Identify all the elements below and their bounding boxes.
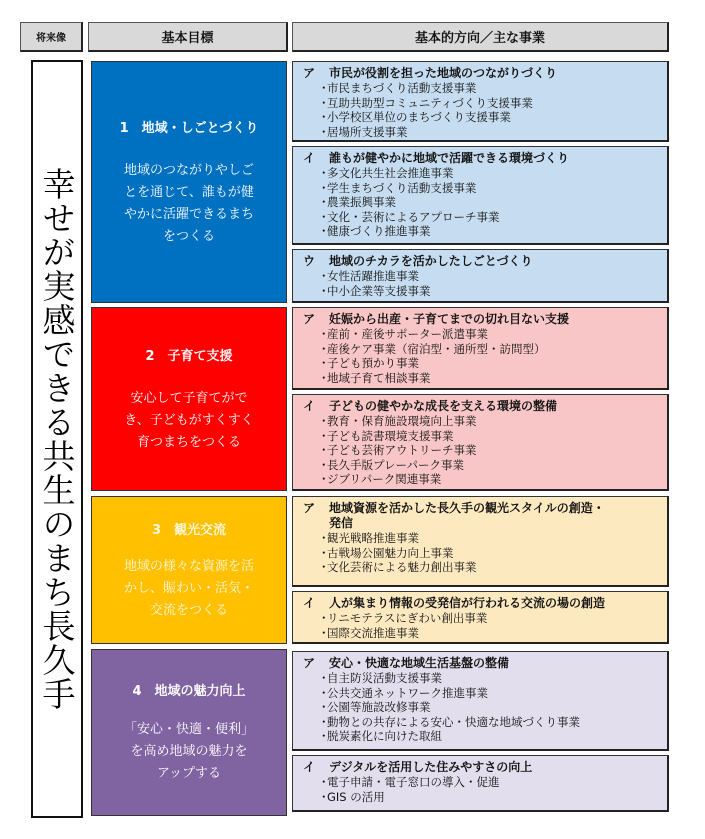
direction-3b <box>292 591 669 644</box>
direction-title: 妊娠から出産・子育てまでの切れ目ない支援 <box>329 312 570 326</box>
list-item: ・産前・産後サポーター派遣事業 <box>318 327 488 341</box>
vision-text: 幸せが実感できる共生のまち長久手 <box>37 167 77 711</box>
goal-title: 2 子育て支援 <box>145 348 233 364</box>
list-item: ・ジブリパーク関連事業 <box>318 472 442 486</box>
header-directions: 基本的方向／主な事業 <box>292 22 669 52</box>
list-item: ・文化・芸術によるアプローチ事業 <box>318 209 500 224</box>
list-item: ・子ども読書環境支援事業 <box>318 428 454 443</box>
direction-title: 誰もが健やかに地域で活躍できる環境づくり <box>329 151 570 165</box>
goal-desc: 地域のつながりやしご とを通じて、誰もが健 やかに活躍できるまち をつくる <box>123 162 254 244</box>
direction-2a <box>292 307 669 390</box>
list-item: ・公園等施設改修事業 <box>318 700 431 714</box>
direction-letter: ア <box>303 656 316 670</box>
goal-1 <box>91 61 287 303</box>
direction-title: 地域のチカラを活かしたしごとづくり <box>329 254 533 268</box>
direction-title: 地域資源を活かした長久手の観光スタイルの創造・ 発信 <box>329 501 605 530</box>
direction-title: 安心・快適な地域生活基盤の整備 <box>329 656 510 670</box>
direction-letter: イ <box>303 151 316 165</box>
direction-letter: イ <box>303 596 316 610</box>
direction-letter: ウ <box>303 254 316 268</box>
direction-letter: イ <box>303 399 316 413</box>
list-item: ・公共交通ネットワーク推進事業 <box>318 685 488 700</box>
direction-2b <box>292 394 669 491</box>
goal-title: 1 地域・しごとづくり <box>119 120 259 136</box>
goal-desc: 「安心・快適・便利」 を高め地域の魅力を アップする <box>123 722 254 781</box>
direction-letter: ア <box>303 501 316 515</box>
direction-title: 子どもの健やかな成長を支える環境の整備 <box>329 399 558 413</box>
list-item: ・互助共助型コミュニティづくり支援事業 <box>318 95 533 110</box>
list-item: ・産後ケア事業（宿泊型・通所型・訪問型） <box>318 341 546 356</box>
direction-4a <box>292 651 669 751</box>
goal-title: 3 観光交流 <box>151 522 227 538</box>
goal-4 <box>91 649 287 816</box>
list-item: ・女性活躍推進事業 <box>318 269 419 283</box>
list-item: ・国際交流推進事業 <box>318 625 419 640</box>
goal-title: 4 地域の魅力向上 <box>132 684 246 699</box>
header-goals: 基本目標 <box>88 22 288 52</box>
list-item: ・動物との共存による安心・快適な地域づくり事業 <box>318 714 580 729</box>
list-item: ・自主防災活動支援事業 <box>318 671 442 685</box>
list-item: ・子ども預かり事業 <box>318 356 419 370</box>
list-item: ・健康づくり推進事業 <box>318 224 431 238</box>
direction-1b <box>292 146 669 245</box>
list-item: ・リニモテラスにぎわい創出事業 <box>318 611 488 625</box>
direction-title: 人が集まり情報の受発信が行われる交流の場の創造 <box>329 596 606 610</box>
list-item: ・小学校区単位のまちづくり支援事業 <box>318 110 511 124</box>
direction-title: デジタルを活用した住みやすさの向上 <box>329 760 533 774</box>
list-item: ・文化芸術による魅力創出事業 <box>318 560 477 574</box>
goal-desc: 地域の様々な資源を活 かし、賑わい・活気・ 交流をつくる <box>123 558 254 618</box>
goal-desc: 安心して子育てがで き、子どもがすくすく 育つまちをつくる <box>124 390 254 450</box>
list-item: ・中小企業等支援事業 <box>318 283 431 298</box>
list-item: ・学生まちづくり活動支援事業 <box>318 180 477 195</box>
list-item: ・GIS の活用 <box>318 789 385 804</box>
list-item: ・居場所支援事業 <box>318 124 408 139</box>
vision-box <box>31 60 83 818</box>
list-item: ・地域子育て相談事業 <box>318 370 431 385</box>
direction-title: 市民が役割を担った地域のつながりづくり <box>329 66 558 80</box>
list-item: ・子ども芸術アウトリーチ事業 <box>318 443 477 457</box>
direction-1c <box>292 249 669 303</box>
header-vision: 将来像 <box>20 22 83 52</box>
direction-letter: ア <box>303 312 316 326</box>
list-item: ・農業振興事業 <box>318 195 396 209</box>
goal-2 <box>91 307 287 491</box>
list-item: ・長久手版プレーパーク事業 <box>318 457 464 472</box>
direction-letter: イ <box>303 760 316 774</box>
direction-3a <box>292 496 669 587</box>
list-item: ・古戦場公園魅力向上事業 <box>318 545 454 560</box>
list-item: ・市民まちづくり活動支援事業 <box>318 81 477 95</box>
list-item: ・観光戦略推進事業 <box>318 531 419 545</box>
direction-4b <box>292 755 669 812</box>
list-item: ・電子申請・電子窓口の導入・促進 <box>318 775 500 789</box>
list-item: ・多文化共生社会推進事業 <box>318 166 454 180</box>
direction-letter: ア <box>303 66 316 80</box>
goal-3 <box>91 496 287 644</box>
list-item: ・教育・保育施設環境向上事業 <box>318 414 477 428</box>
list-item: ・脱炭素化に向けた取組 <box>318 729 442 743</box>
direction-1a <box>292 61 669 142</box>
